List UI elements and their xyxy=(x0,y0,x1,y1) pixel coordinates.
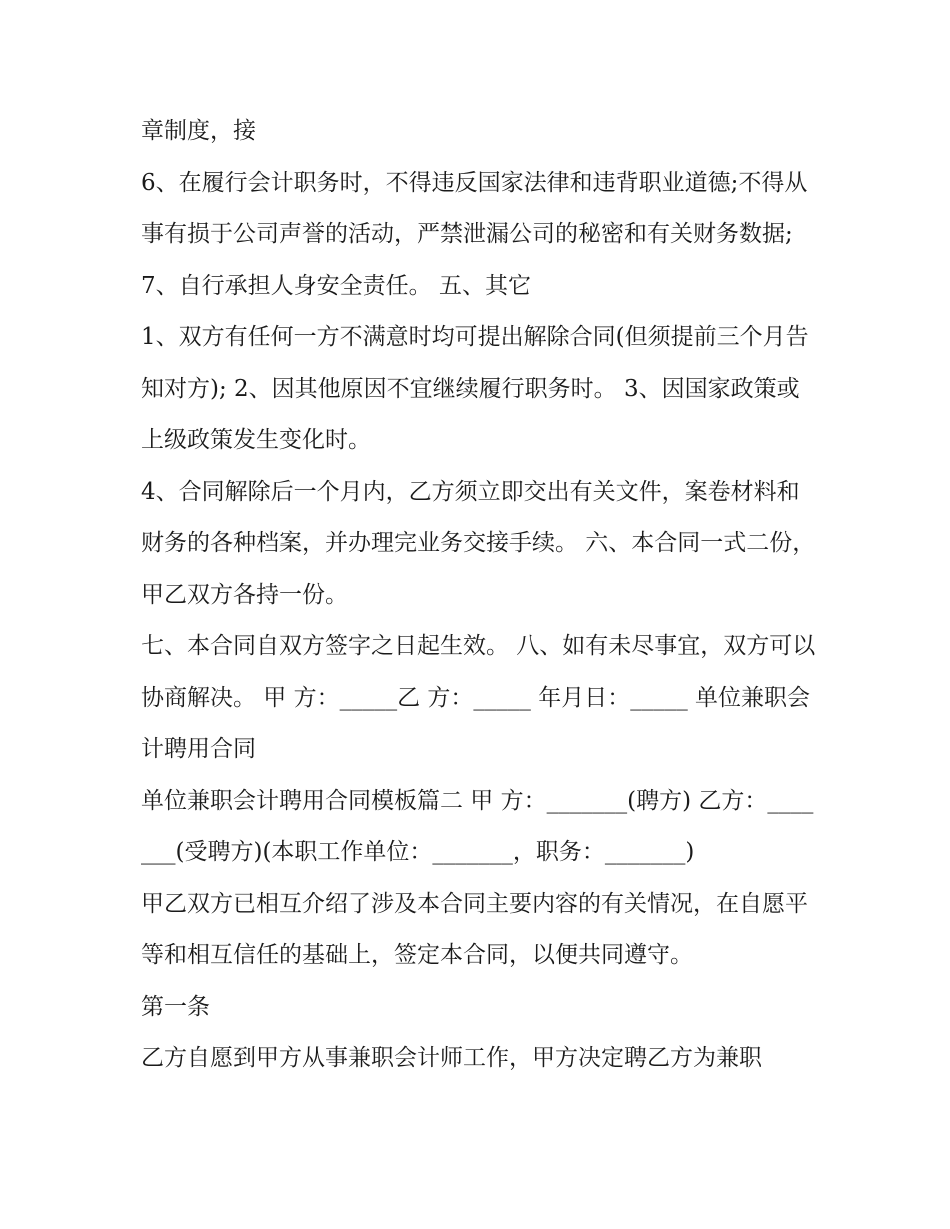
paragraph-template-two-parties: 单位兼职会计聘用合同模板篇二 甲 方：_______(聘方) 乙方：_______(受聘方)(本职工作单位：_______，职务：_______) xyxy=(141,787,814,865)
paragraph-handover: 4、合同解除后一个月内，乙方须立即交出有关文件，案卷材料和财务的各种档案，并办理完业务交接手续。 六、本合同一式二份，甲乙双方各持一份。 xyxy=(141,478,816,608)
paragraph-termination-conditions: 1、双方有任何一方不满意时均可提出解除合同(但须提前三个月告知对方); 2、因其他原因不宜继续履行职务时。 3、因国家政策或上级政策发生变化时。 xyxy=(141,324,809,453)
paragraph-duties: 6、在履行会计职务时，不得违反国家法律和违背职业道德;不得从事有损于公司声誉的活动，严禁泄漏公司的秘密和有关财务数据; 7、自行承担人身安全责任。 五、其它 xyxy=(141,169,808,299)
paragraph-continuation: 章制度，接 xyxy=(141,118,256,144)
paragraph-effective-signatures: 七、本合同自双方签字之日起生效。 八、如有未尽事宜，双方可以协商解决。 甲 方：_____乙 方：_____ 年月日：_____ 单位兼职会计聘用合同 xyxy=(141,633,816,762)
paragraph-article-one: 乙方自愿到甲方从事兼职会计师工作，甲方决定聘乙方为兼职 xyxy=(141,1045,762,1071)
paragraph-preamble: 甲乙双方已相互介绍了涉及本合同主要内容的有关情况，在自愿平等和相互信任的基础上，签定本合同，以便共同遵守。 xyxy=(141,890,808,968)
document-body xyxy=(141,106,821,1085)
article-heading: 第一条 xyxy=(141,993,210,1020)
